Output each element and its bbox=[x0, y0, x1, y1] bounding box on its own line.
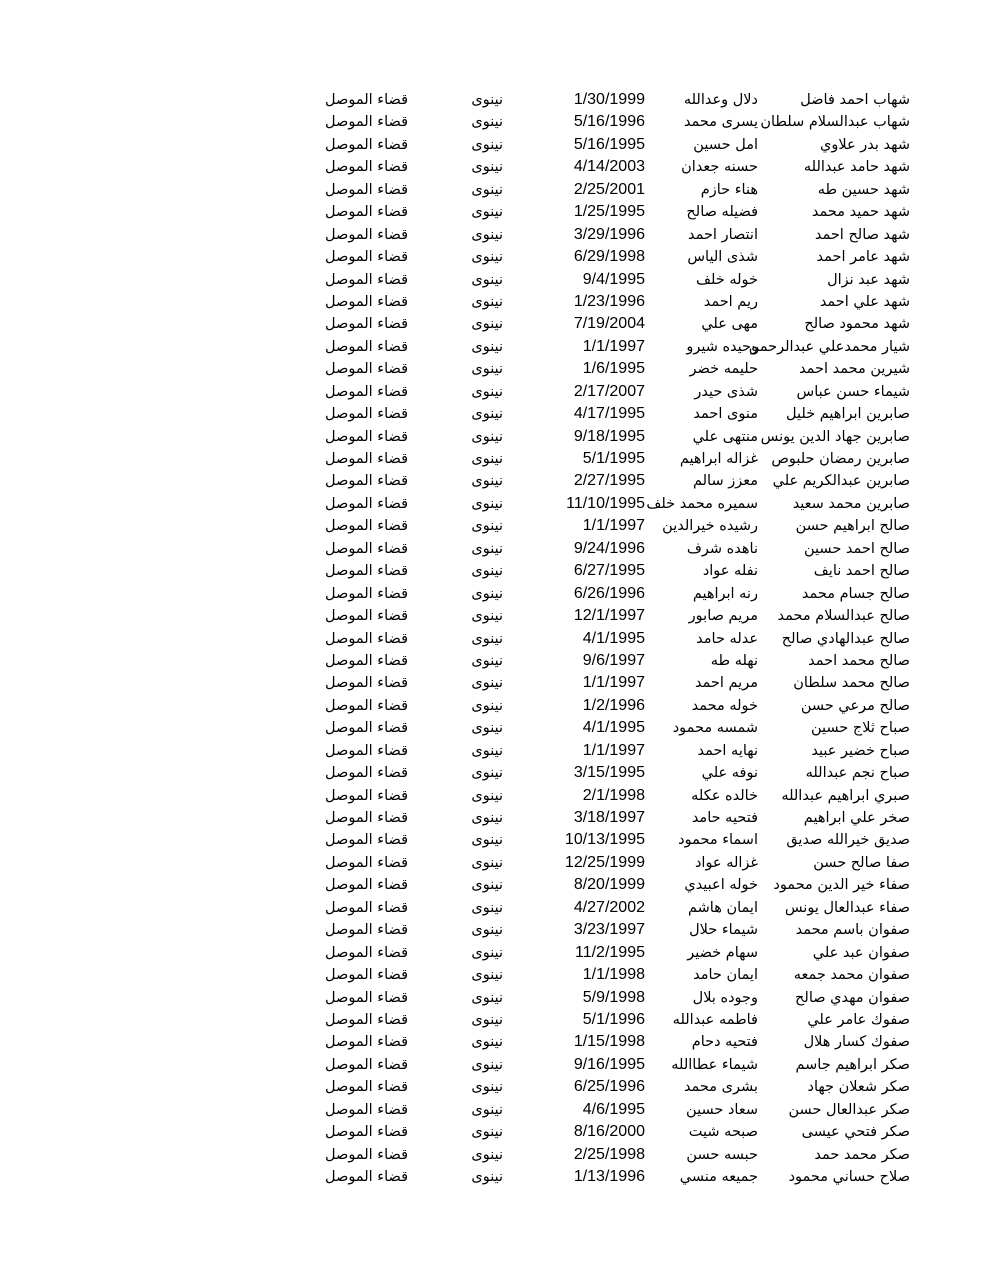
birth-date: 4/17/1995 bbox=[573, 405, 645, 423]
person-name: صالح محمد احمد bbox=[808, 652, 910, 669]
table-row bbox=[318, 740, 910, 762]
mother-name: سهام خضير bbox=[687, 944, 758, 961]
person-name: شهد عبد نزال bbox=[827, 271, 910, 288]
mother-name: فتحيه دحام bbox=[691, 1034, 758, 1051]
table-row bbox=[318, 134, 910, 156]
district: قضاء الموصل bbox=[325, 540, 408, 557]
district: قضاء الموصل bbox=[325, 271, 408, 288]
birth-date: 11/10/1995 bbox=[566, 494, 645, 512]
person-name: صفاء عبدالعال يونس bbox=[784, 899, 910, 916]
mother-name: يسرى محمد bbox=[683, 114, 758, 131]
mother-name: فتحيه حامد bbox=[691, 810, 758, 826]
district: قضاء الموصل bbox=[325, 338, 408, 355]
table-row bbox=[318, 336, 910, 358]
birth-date: 6/27/1995 bbox=[573, 562, 645, 580]
birth-date: 12/1/1997 bbox=[573, 607, 645, 625]
mother-name: رنه ابراهيم bbox=[692, 585, 758, 602]
birth-date: 6/25/1996 bbox=[573, 1078, 645, 1096]
governorate: نينوى bbox=[471, 810, 503, 826]
birth-date: 9/18/1995 bbox=[573, 427, 645, 445]
mother-name: نهله طه bbox=[710, 652, 758, 669]
person-name: شهد عامر احمد bbox=[816, 249, 910, 266]
table-row bbox=[318, 201, 910, 223]
birth-date: 1/13/1996 bbox=[573, 1168, 645, 1185]
district: قضاء الموصل bbox=[325, 1034, 408, 1051]
table-row bbox=[318, 628, 910, 650]
mother-name: مريم صابور bbox=[688, 608, 758, 625]
district: قضاء الموصل bbox=[325, 765, 408, 782]
table-row bbox=[318, 672, 910, 694]
person-name: شهد بدر علاوي bbox=[820, 136, 910, 153]
mother-name: معزز سالم bbox=[692, 473, 758, 490]
mother-name: وجوده بلال bbox=[692, 989, 758, 1006]
mother-name: شذى الياس bbox=[687, 249, 758, 266]
person-name: صفوان محمد جمعه bbox=[793, 967, 910, 984]
district: قضاء الموصل bbox=[325, 114, 408, 131]
governorate: نينوى bbox=[471, 1169, 503, 1185]
governorate: نينوى bbox=[471, 136, 503, 153]
birth-date: 1/6/1995 bbox=[582, 360, 645, 378]
birth-date: 4/6/1995 bbox=[582, 1100, 645, 1118]
mother-name: مهى علي bbox=[701, 316, 758, 333]
table-row bbox=[318, 583, 910, 605]
table-row bbox=[318, 403, 910, 425]
governorate: نينوى bbox=[471, 899, 503, 916]
birth-date: 5/1/1995 bbox=[582, 450, 645, 467]
mother-name: انتصار احمد bbox=[687, 226, 758, 243]
table-row bbox=[318, 807, 910, 829]
table-row bbox=[318, 942, 910, 964]
district: قضاء الموصل bbox=[325, 899, 408, 916]
governorate: نينوى bbox=[471, 1124, 503, 1141]
person-name: شيار محمدعلي عبدالرحمن bbox=[748, 338, 910, 355]
birth-date: 9/24/1996 bbox=[573, 539, 645, 557]
person-name: صديق خيرالله صديق bbox=[786, 832, 910, 849]
mother-name: نفله عواد bbox=[702, 563, 758, 580]
governorate: نينوى bbox=[471, 226, 503, 243]
person-name: صباح نجم عبدالله bbox=[805, 765, 910, 782]
district: قضاء الموصل bbox=[325, 854, 408, 871]
person-name: صالح مرعي حسن bbox=[800, 697, 910, 714]
birth-date: 9/16/1995 bbox=[573, 1055, 645, 1073]
governorate: نينوى bbox=[471, 922, 503, 939]
person-name: شهد حميد محمد bbox=[811, 204, 910, 221]
person-name: صكر محمد حمد bbox=[814, 1146, 910, 1163]
mother-name: سميره محمد خلف bbox=[646, 495, 758, 512]
governorate: نينوى bbox=[471, 1056, 503, 1073]
mother-name: وحيده شيرو bbox=[686, 338, 758, 355]
table-row bbox=[318, 785, 910, 807]
table-row bbox=[318, 156, 910, 178]
table-row bbox=[318, 560, 910, 582]
birth-date: 5/16/1996 bbox=[573, 113, 645, 131]
person-name: صفاء خير الدين محمود bbox=[773, 877, 910, 894]
governorate: نينوى bbox=[471, 495, 503, 512]
governorate: نينوى bbox=[471, 697, 503, 714]
table-row bbox=[318, 269, 910, 291]
mother-name: خوله اعبيدي bbox=[684, 877, 758, 894]
person-name: صالح ابراهيم حسن bbox=[795, 518, 910, 535]
person-name: شهد حسين طه bbox=[817, 181, 910, 198]
person-name: شيرين محمد احمد bbox=[799, 361, 910, 378]
district: قضاء الموصل bbox=[325, 810, 408, 826]
person-name: صالح عبدالسلام محمد bbox=[777, 608, 910, 625]
district: قضاء الموصل bbox=[325, 136, 408, 153]
district: قضاء الموصل bbox=[325, 832, 408, 849]
records-table bbox=[318, 89, 910, 1188]
governorate: نينوى bbox=[471, 518, 503, 535]
mother-name: خالده عكله bbox=[691, 787, 758, 804]
person-name: صابرين ابراهيم خليل bbox=[786, 406, 910, 423]
table-row bbox=[318, 1031, 910, 1053]
governorate: نينوى bbox=[471, 765, 503, 782]
district: قضاء الموصل bbox=[325, 428, 408, 445]
table-row bbox=[318, 1166, 910, 1188]
birth-date: 3/23/1997 bbox=[573, 921, 645, 939]
governorate: نينوى bbox=[471, 967, 503, 984]
table-row bbox=[318, 381, 910, 403]
district: قضاء الموصل bbox=[325, 1146, 408, 1163]
person-name: صكر عبدالعال حسن bbox=[788, 1101, 910, 1118]
birth-date: 2/25/2001 bbox=[573, 180, 645, 198]
person-name: صبري ابراهيم عبدالله bbox=[781, 787, 910, 804]
birth-date: 2/17/2007 bbox=[573, 382, 645, 400]
governorate: نينوى bbox=[471, 473, 503, 490]
table-row bbox=[318, 1121, 910, 1143]
governorate: نينوى bbox=[471, 540, 503, 557]
district: قضاء الموصل bbox=[325, 967, 408, 984]
person-name: صابرين جهاد الدين يونس bbox=[760, 428, 910, 445]
birth-date: 1/2/1996 bbox=[582, 696, 645, 714]
birth-date: 1/23/1996 bbox=[573, 292, 645, 310]
person-name: صخر علي ابراهيم bbox=[803, 810, 910, 826]
person-name: صباح خضير عبيد bbox=[811, 742, 910, 759]
district: قضاء الموصل bbox=[325, 742, 408, 759]
person-name: صكر ابراهيم جاسم bbox=[795, 1056, 910, 1073]
person-name: شهاب احمد فاضل bbox=[800, 92, 910, 108]
governorate: نينوى bbox=[471, 877, 503, 894]
mother-name: مريم احمد bbox=[694, 675, 758, 692]
person-name: صفوان عبد علي bbox=[812, 944, 910, 961]
mother-name: حليمه خضر bbox=[689, 361, 758, 378]
birth-date: 4/14/2003 bbox=[573, 158, 645, 176]
person-name: صابرين رمضان حلبوص bbox=[771, 451, 910, 467]
district: قضاء الموصل bbox=[325, 249, 408, 266]
district: قضاء الموصل bbox=[325, 630, 408, 647]
person-name: شهاب عبدالسلام سلطان bbox=[760, 114, 910, 131]
table-row bbox=[318, 919, 910, 941]
birth-date: 12/25/1999 bbox=[564, 853, 645, 871]
governorate: نينوى bbox=[471, 1101, 503, 1118]
district: قضاء الموصل bbox=[325, 720, 408, 737]
birth-date: 3/29/1996 bbox=[573, 225, 645, 243]
district: قضاء الموصل bbox=[325, 181, 408, 198]
person-name: صفوك كسار هلال bbox=[803, 1034, 910, 1051]
district: قضاء الموصل bbox=[325, 383, 408, 400]
table-row bbox=[318, 1076, 910, 1098]
district: قضاء الموصل bbox=[325, 204, 408, 221]
mother-name: فضيله صالح bbox=[686, 204, 758, 221]
birth-date: 11/2/1995 bbox=[575, 943, 645, 961]
district: قضاء الموصل bbox=[325, 316, 408, 333]
mother-name: حبسه حسن bbox=[686, 1146, 758, 1163]
mother-name: ايمان هاشم bbox=[688, 899, 758, 916]
person-name: صفوان باسم محمد bbox=[795, 922, 910, 939]
governorate: نينوى bbox=[471, 720, 503, 737]
district: قضاء الموصل bbox=[325, 989, 408, 1006]
governorate: نينوى bbox=[471, 338, 503, 355]
birth-date: 5/1/1996 bbox=[582, 1010, 645, 1028]
person-name: صكر شعلان جهاد bbox=[807, 1079, 910, 1096]
governorate: نينوى bbox=[471, 630, 503, 647]
person-name: شيماء حسن عباس bbox=[796, 383, 910, 400]
birth-date: 10/13/1995 bbox=[564, 831, 645, 849]
governorate: نينوى bbox=[471, 406, 503, 423]
governorate: نينوى bbox=[471, 316, 503, 333]
governorate: نينوى bbox=[471, 742, 503, 759]
governorate: نينوى bbox=[471, 608, 503, 625]
district: قضاء الموصل bbox=[325, 1169, 408, 1185]
governorate: نينوى bbox=[471, 249, 503, 266]
table-row bbox=[318, 605, 910, 627]
mother-name: عدله حامد bbox=[696, 630, 758, 647]
birth-date: 1/25/1995 bbox=[573, 203, 645, 221]
mother-name: ريم احمد bbox=[703, 293, 758, 310]
person-name: صكر فتحي عيسى bbox=[801, 1124, 910, 1141]
person-name: صفوان مهدي صالح bbox=[795, 989, 910, 1006]
mother-name: دلال وعدالله bbox=[683, 92, 758, 108]
governorate: نينوى bbox=[471, 652, 503, 669]
governorate: نينوى bbox=[471, 989, 503, 1006]
district: قضاء الموصل bbox=[325, 92, 408, 108]
mother-name: امل حسين bbox=[693, 136, 758, 153]
governorate: نينوى bbox=[471, 1079, 503, 1096]
birth-date: 2/27/1995 bbox=[573, 472, 645, 490]
birth-date: 8/16/2000 bbox=[573, 1123, 645, 1141]
birth-date: 4/1/1995 bbox=[582, 629, 645, 647]
person-name: صفوك عامر علي bbox=[807, 1011, 910, 1028]
governorate: نينوى bbox=[471, 181, 503, 198]
governorate: نينوى bbox=[471, 1146, 503, 1163]
mother-name: منوى احمد bbox=[693, 406, 758, 423]
birth-date: 9/4/1995 bbox=[582, 270, 645, 288]
governorate: نينوى bbox=[471, 1034, 503, 1051]
mother-name: منتهى علي bbox=[692, 428, 758, 445]
district: قضاء الموصل bbox=[325, 293, 408, 310]
table-row bbox=[318, 1144, 910, 1166]
governorate: نينوى bbox=[471, 293, 503, 310]
district: قضاء الموصل bbox=[325, 159, 408, 176]
table-row bbox=[318, 964, 910, 986]
governorate: نينوى bbox=[471, 585, 503, 602]
table-row bbox=[318, 874, 910, 896]
district: قضاء الموصل bbox=[325, 1011, 408, 1028]
birth-date: 1/1/1997 bbox=[582, 337, 645, 355]
district: قضاء الموصل bbox=[325, 608, 408, 625]
table-row bbox=[318, 358, 910, 380]
person-name: صابرين محمد سعيد bbox=[792, 495, 910, 512]
table-row bbox=[318, 538, 910, 560]
district: قضاء الموصل bbox=[325, 1056, 408, 1073]
birth-date: 5/16/1995 bbox=[573, 135, 645, 153]
governorate: نينوى bbox=[471, 451, 503, 467]
mother-name: بشرى محمد bbox=[683, 1079, 758, 1096]
district: قضاء الموصل bbox=[325, 585, 408, 602]
table-row bbox=[318, 987, 910, 1009]
governorate: نينوى bbox=[471, 92, 503, 108]
table-row bbox=[318, 1009, 910, 1031]
birth-date: 4/27/2002 bbox=[573, 898, 645, 916]
governorate: نينوى bbox=[471, 787, 503, 804]
birth-date: 5/9/1998 bbox=[582, 988, 645, 1006]
table-row bbox=[318, 224, 910, 246]
birth-date: 1/1/1997 bbox=[582, 741, 645, 759]
person-name: صالح محمد سلطان bbox=[793, 675, 910, 692]
mother-name: جميعه منسي bbox=[679, 1169, 758, 1185]
district: قضاء الموصل bbox=[325, 1079, 408, 1096]
district: قضاء الموصل bbox=[325, 944, 408, 961]
person-name: صفا صالح حسن bbox=[813, 854, 910, 871]
table-row bbox=[318, 897, 910, 919]
table-row bbox=[318, 695, 910, 717]
mother-name: نوفه علي bbox=[701, 765, 758, 782]
mother-name: ناهده شرف bbox=[686, 540, 758, 557]
district: قضاء الموصل bbox=[325, 406, 408, 423]
district: قضاء الموصل bbox=[325, 495, 408, 512]
mother-name: شيماء عطاالله bbox=[671, 1056, 758, 1073]
table-row bbox=[318, 762, 910, 784]
table-row bbox=[318, 493, 910, 515]
district: قضاء الموصل bbox=[325, 697, 408, 714]
mother-name: خوله محمد bbox=[691, 697, 758, 714]
table-row bbox=[318, 179, 910, 201]
mother-name: صبحه شيت bbox=[688, 1124, 758, 1141]
birth-date: 1/1/1997 bbox=[582, 674, 645, 692]
district: قضاء الموصل bbox=[325, 922, 408, 939]
district: قضاء الموصل bbox=[325, 1101, 408, 1118]
table-row bbox=[318, 717, 910, 739]
table-row bbox=[318, 246, 910, 268]
birth-date: 3/18/1997 bbox=[573, 809, 645, 826]
governorate: نينوى bbox=[471, 383, 503, 400]
mother-name: ايمان حامد bbox=[693, 967, 758, 984]
table-row bbox=[318, 852, 910, 874]
table-row bbox=[318, 1054, 910, 1076]
table-row bbox=[318, 1099, 910, 1121]
person-name: صالح جسام محمد bbox=[801, 585, 910, 602]
table-row bbox=[318, 470, 910, 492]
governorate: نينوى bbox=[471, 675, 503, 692]
person-name: صالح احمد حسين bbox=[803, 540, 910, 557]
district: قضاء الموصل bbox=[325, 675, 408, 692]
district: قضاء الموصل bbox=[325, 226, 408, 243]
table-row bbox=[318, 426, 910, 448]
mother-name: شيماء حلال bbox=[689, 922, 758, 939]
birth-date: 1/1/1998 bbox=[582, 966, 645, 984]
birth-date: 4/1/1995 bbox=[582, 719, 645, 737]
district: قضاء الموصل bbox=[325, 563, 408, 580]
birth-date: 3/15/1995 bbox=[573, 764, 645, 782]
governorate: نينوى bbox=[471, 854, 503, 871]
birth-date: 6/29/1998 bbox=[573, 248, 645, 266]
person-name: شهد علي احمد bbox=[819, 293, 910, 310]
district: قضاء الموصل bbox=[325, 877, 408, 894]
mother-name: فاطمه عبدالله bbox=[672, 1011, 758, 1028]
governorate: نينوى bbox=[471, 159, 503, 176]
district: قضاء الموصل bbox=[325, 361, 408, 378]
mother-name: حسنه جعدان bbox=[681, 159, 758, 176]
district: قضاء الموصل bbox=[325, 451, 408, 467]
governorate: نينوى bbox=[471, 832, 503, 849]
mother-name: شمسه محمود bbox=[672, 720, 758, 737]
person-name: شهد صالح احمد bbox=[814, 226, 910, 243]
mother-name: نهايه احمد bbox=[697, 742, 758, 759]
birth-date: 8/20/1999 bbox=[573, 876, 645, 894]
mother-name: غزاله عواد bbox=[694, 854, 758, 871]
governorate: نينوى bbox=[471, 428, 503, 445]
table-row bbox=[318, 313, 910, 335]
birth-date: 2/1/1998 bbox=[582, 786, 645, 804]
table-row bbox=[318, 448, 910, 470]
governorate: نينوى bbox=[471, 563, 503, 580]
table-row bbox=[318, 291, 910, 313]
birth-date: 1/1/1997 bbox=[582, 517, 645, 535]
birth-date: 6/26/1996 bbox=[573, 584, 645, 602]
birth-date: 2/25/1998 bbox=[573, 1145, 645, 1163]
district: قضاء الموصل bbox=[325, 652, 408, 669]
mother-name: شذى حيدر bbox=[694, 383, 758, 400]
birth-date: 1/30/1999 bbox=[573, 91, 645, 108]
person-name: شهد محمود صالح bbox=[804, 316, 910, 333]
governorate: نينوى bbox=[471, 361, 503, 378]
mother-name: خوله خلف bbox=[695, 271, 758, 288]
person-name: صالح احمد نايف bbox=[813, 563, 910, 580]
mother-name: اسماء محمود bbox=[678, 832, 758, 849]
mother-name: رشيده خيرالدين bbox=[662, 518, 758, 535]
governorate: نينوى bbox=[471, 1011, 503, 1028]
person-name: صلاح حساني محمود bbox=[788, 1169, 910, 1185]
birth-date: 1/15/1998 bbox=[573, 1033, 645, 1051]
table-row bbox=[318, 111, 910, 133]
mother-name: سعاد حسين bbox=[686, 1101, 758, 1118]
mother-name: هناء حازم bbox=[700, 181, 758, 198]
district: قضاء الموصل bbox=[325, 518, 408, 535]
district: قضاء الموصل bbox=[325, 1124, 408, 1141]
birth-date: 9/6/1997 bbox=[582, 651, 645, 669]
table-row bbox=[318, 829, 910, 851]
person-name: صالح عبدالهادي صالح bbox=[781, 630, 910, 647]
person-name: شهد حامد عبدالله bbox=[803, 159, 910, 176]
birth-date: 7/19/2004 bbox=[573, 315, 645, 333]
person-name: صباح ثلاج حسين bbox=[810, 720, 910, 737]
governorate: نينوى bbox=[471, 204, 503, 221]
mother-name: غزاله ابراهيم bbox=[679, 451, 758, 467]
table-row bbox=[318, 89, 910, 111]
table-row bbox=[318, 650, 910, 672]
person-name: صابرين عبدالكريم علي bbox=[772, 473, 910, 490]
governorate: نينوى bbox=[471, 944, 503, 961]
district: قضاء الموصل bbox=[325, 787, 408, 804]
table-row bbox=[318, 515, 910, 537]
district: قضاء الموصل bbox=[325, 473, 408, 490]
governorate: نينوى bbox=[471, 114, 503, 131]
governorate: نينوى bbox=[471, 271, 503, 288]
